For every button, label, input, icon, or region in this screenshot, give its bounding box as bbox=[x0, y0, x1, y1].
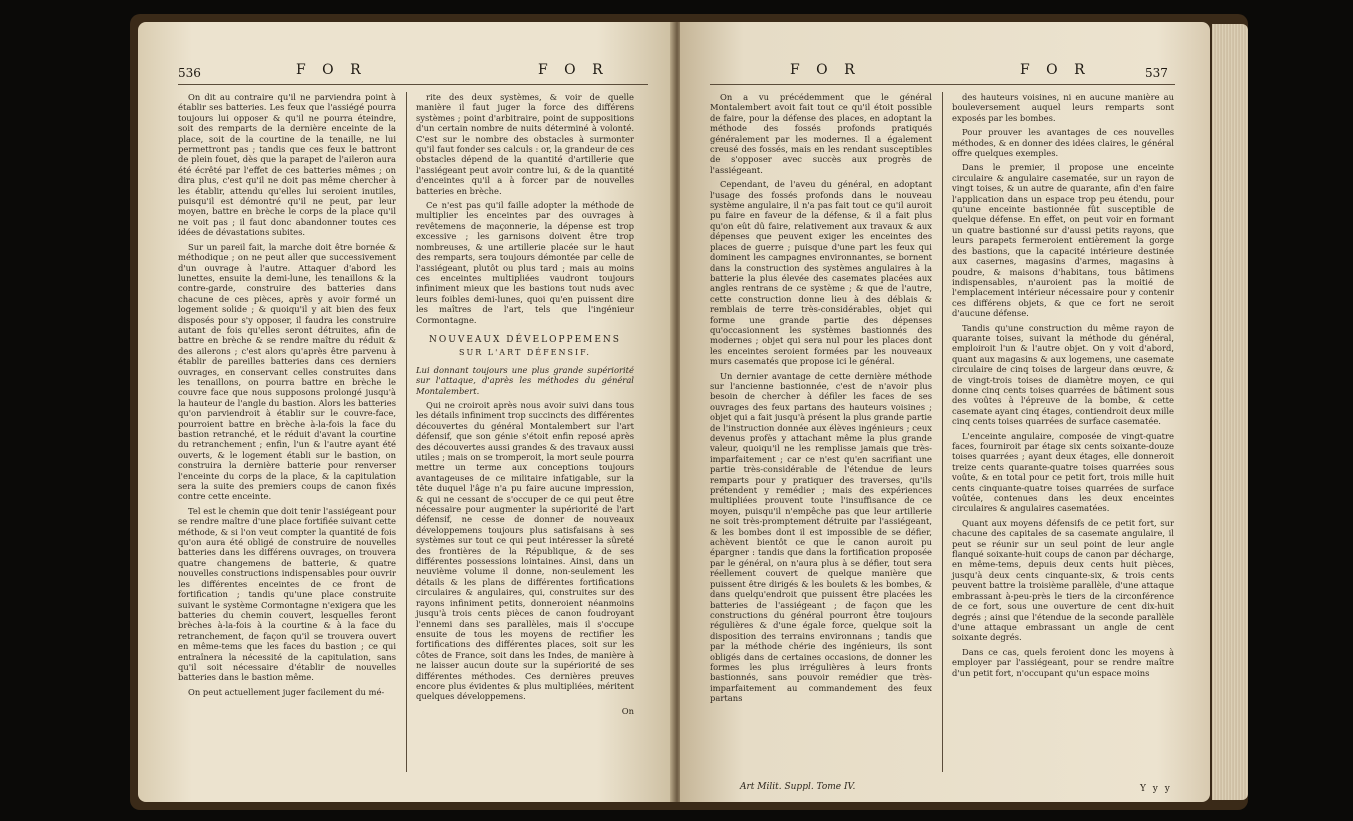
paragraph: L'enceinte angulaire, composée de vingt-quatre faces, fourniroit par étage six cents soixante-douze toises quarrées ; ayant deux étages, elle donneroit treize cents quarante-quatre toises quarrées sous voûte, & en total pour ce petit fort, trois mille huit cents cinquante-quatre toises quarrées de surface voûtée, contenues dans les deux enceintes circulaires & angulaires casematées. bbox=[952, 430, 1174, 514]
paragraph: Ce n'est pas qu'il faille adopter la méthode de multiplier les enceintes par des ouvrages à revêtemens de maçonnerie, la dépense est trop excessive ; les garnisons doivent être trop nombreuses, & une artillerie placée sur le haut des remparts, sera toujours démontée par celle de l'assiégeant, plutôt ou plus tard ; mais au moins ces enceintes multipliées vaudront toujours infiniment mieux que les bastions tout nuds avec leurs foibles demi-lunes, quoi qu'en puissent dire les maîtres de l'art, tels que l'ingénieur Cormontagne. bbox=[416, 200, 634, 325]
paragraph: des hauteurs voisines, ni en aucune manière au bouleversement auquel leurs remparts sont exposés par les bombes. bbox=[952, 92, 1174, 123]
right-running-head-1: F O R bbox=[790, 62, 861, 78]
left-page bbox=[138, 22, 678, 802]
paragraph: On peut actuellement juger facilement du mé- bbox=[188, 686, 385, 697]
right-running-head-2: F O R bbox=[1020, 62, 1091, 78]
paragraph: Dans le premier, il propose une enceinte circulaire & angulaire casematée, sur un rayon de vingt toises, & un autre de quarante, afin d'en faire l'application dans un espace trop peu étendu, pour qu'une enceinte bastionnée fût susceptible de quelque défense. En effet, on peut voir en formant un quatre bastionné sur d'aussi petits rayons, que leurs parapets fermeroient entièrement la gorge des bastions, que la capacité intérieure destinée aux casernes, magasins d'armes, magasins à poudre, & maisons d'habitans, tous bâtimens indispensables, n'auroient pas la moitié de l'emplacement intérieur nécessaire pour y contenir ces différens objets, & que ce fort ne seroit d'aucune défense. bbox=[952, 162, 1174, 319]
column-divider bbox=[406, 92, 407, 772]
right-folio: 537 bbox=[1145, 66, 1168, 80]
paragraph: rite des deux systèmes, & voir de quelle manière il faut juger la force des différens systèmes ; point d'arbitraire, point de suppositions d'un certain nombre de nuits déterminé à volonté. C'est sur le nombre des obstacles à surmonter qu'il faut fonder ses calculs : or, la grandeur de ces obstacles dépend de la quantité d'artillerie que l'assiégeant peut avoir contre lui, & de la quantité d'enceintes qu'il a à forcer par de nouvelles batteries en brèche. bbox=[416, 92, 634, 196]
right-header-rule bbox=[710, 84, 1175, 85]
left-column-2 bbox=[416, 92, 634, 720]
left-folio: 536 bbox=[178, 66, 201, 80]
catchword: On bbox=[621, 705, 634, 716]
right-column-2 bbox=[952, 92, 1174, 682]
paragraph: Qui ne croiroit après nous avoir suivi dans tous les détails infiniment trop succincts des différentes découvertes du général Montalembert sur l'art défensif, que son génie s'étoit enfin reposé après des découvertes aussi grandes & des travaux aussi utiles ; mais on se tromperoit, la mort seule pourra mettre un terme aux conceptions toujours avantageuses de ce militaire infatigable, sur la tête duquel l'âge n'a pu faire aucune impression, & qui ne cessant de s'occuper de ce qui peut être nécessaire pour augmenter la supériorité de l'art défensif, ne cesse de donner de nouveaux développemens toujours plus satisfaisans à ses systèmes sur tout ce qui peut intéresser la sûreté des frontières de la République, & de ses différentes possessions lointaines. Ainsi, dans un neuvième volume il donne, non-seulement les détails & les plans de différentes fortifications circulaires & angulaires, qui, construites sur des rayons infiniment petits, donneroient néanmoins jusqu'à trois cents pièces de canon foudroyant l'ennemi dans ses parallèles, mais il s'occupe ensuite de tous les moyens de rectifier les fortifications des différentes places, soit sur les côtes de France, soit dans les Indes, de manière à ne laisser aucun doute sur la supériorité de ses différentes méthodes. Ces dernières preuves encore plus évidentes & plus multipliées, méritent quelques développemens. bbox=[416, 399, 634, 702]
left-running-head-1: F O R bbox=[296, 62, 367, 78]
paragraph: Un dernier avantage de cette dernière méthode sur l'ancienne bastionnée, c'est de n'avoir plus besoin de chercher à défiler les faces de ses ouvrages des feux partans des hauteurs voisines ; objet qui a fait jusqu'à présent la plus grande partie de l'instruction donnée aux élèves ingénieurs ; ceux devenus profès y attachant même la plus grande valeur, quoiqu'il ne les remplisse jamais que très-imparfaitement ; car ce n'est qu'en sacrifiant une partie très-considérable de l'étendue de leurs remparts pour y pratiquer des traverses, qu'ils prétendent y remédier ; mais des expériences multipliées prouvent toute l'insuffisance de ce moyen, puisqu'il n'empêche pas que leur artillerie ne soit très-promptement détruite par l'assiégeant, & les bombes dont il est impossible de se défier, achèvent bientôt ce que le canon auroit pu épargner : tandis que dans la fortification proposée par le général, on n'aura plus à se défier, tout sera réellement couvert de quelque manière que puissent être dirigés & les boulets & les bombes, & dans quelqu'endroit que puissent être placées les batteries de l'assiégeant ; de façon que les constructions du général pourront être toujours régulières & d'une égale force, quelque soit la disposition des terrains environnans ; tandis que par la méthode chérie des ingénieurs, ils sont obligés dans de certaines occasions, de donner les formes les plus irrégulières à leurs fronts bastionnés, sans pouvoir remédier que très-imparfaitement au commandement des feux partans bbox=[710, 370, 932, 704]
paragraph: Dans ce cas, quels feroient donc les moyens à employer par l'assiégeant, pour se rendre maître d'un petit fort, n'occupant qu'un espace moins bbox=[952, 646, 1174, 678]
signature-mark: Y y y bbox=[1140, 784, 1172, 794]
column-divider bbox=[942, 92, 943, 772]
section-subheading: SUR L'ART DÉFENSIF. bbox=[459, 348, 591, 358]
right-column-1 bbox=[710, 92, 932, 708]
right-page bbox=[680, 22, 1210, 802]
paragraph: Sur un pareil fait, la marche doit être bornée & méthodique ; on ne peut aller que successivement d'un ouvrage à l'autre. Attaquer d'abord les lunettes, ensuite la demi-lune, les tenaillons & la contre-garde, construire des batteries dans chacune de ces pièces, après y avoir formé un logement solide ; & quoiqu'il y ait bien des feux disposés pour s'y opposer, il faudra les construire autant de fois qu'elles seront détruites, afin de battre en brèche & se rendre maître du réduit & des ailerons ; c'est alors qu'après être parvenu à établir de pareilles batteries dans ces derniers ouvrages, en conservant celles construites dans les tenaillons, on pourra battre en brèche le couvre face que nous supposons prolongé jusqu'à la hauteur de l'angle du bastion. Alors les batteries qu'on parviendroit à établir sur le couvre-face, pourroient battre en brèche à-la-fois la face du bastion retranché, et le réduit d'avant la courtine du retranchement ; enfin, l'un & l'autre ayant été ouverts, & le logement établi sur le bastion, on construira la dernière batterie pour renverser l'enceinte du corps de la place, & la capitulation sera la suite des premiers coups de canon fixés contre cette enceinte. bbox=[178, 241, 396, 502]
page-footer: Art Milit. Suppl. Tome IV. bbox=[740, 782, 856, 792]
paragraph: Tandis qu'une construction du même rayon de quarante toises, suivant la méthode du général, emploiroit l'un & l'autre objet. On y voit d'abord, quant aux magasins & aux logemens, une casemate circulaire de cinq toises de largeur dans œuvre, & de vingt-trois toises de diamètre moyen, ce qui donne cinq cents toises quarrées de bâtiment sous des voûtes à l'épreuve de la bombe, & cette casemate ayant cinq étages, contiendroit deux mille cinq cents toises quarrées de surface casematée. bbox=[952, 322, 1174, 427]
paragraph: Pour prouver les avantages de ces nouvelles méthodes, & en donner des idées claires, le général offre quelques exemples. bbox=[952, 127, 1174, 159]
section-summary: Lui donnant toujours une plus grande supériorité sur l'attaque, d'après les méthodes du général Montalembert. bbox=[416, 364, 634, 396]
left-header-rule bbox=[178, 84, 648, 85]
paragraph: Quant aux moyens défensifs de ce petit fort, sur chacune des capitales de sa casemate angulaire, il peut se réunir sur un seul point de leur angle flanqué soixante-huit coups de canon par décharge, en même-tems, depuis deux cents huit pièces, jusqu'à deux cents cinquante-six, & trois cents peuvent battre la troisième parallèle, d'une attaque embrassant à-peu-près le tiers de la circonférence de ce fort, sous une ouverture de cent dix-huit degrés ; ainsi que l'étendue de la seconde parallèle d'une attaque embrassant un angle de cent soixante degrés. bbox=[952, 517, 1174, 643]
paragraph: Cependant, de l'aveu du général, en adoptant l'usage des fossés profonds dans le nouveau système angulaire, il n'a pas fait tout ce qu'il auroit pu faire en faveur de la défense, & il a fait plus qu'on eût dû faire, relativement aux travaux & aux dépenses que peuvent exiger les enceintes des places de guerre ; puisque d'une part les feux qui dominent les campagnes environnantes, se bornent dans la construction des systèmes angulaires à la batterie la plus élevée des casemates placées aux angles rentrans de ce système ; & que de l'autre, cette construction donne lieu à des déblais & remblais de terre très-considérables, objet qui forme une grande partie des dépenses qu'occasionnent les systèmes bastionnés des modernes ; objet qui sera nul pour les places dont les enceintes seroient formées par les nouveaux murs casematés que propose ici le général. bbox=[710, 179, 932, 367]
paragraph: Tel est le chemin que doit tenir l'assiégeant pour se rendre maître d'une place fortifiée suivant cette méthode, & si l'on veut compter la quantité de fois qu'on aura été obligé de construire de nouvelles batteries dans les différens ouvrages, on trouvera quatre changemens de batterie, & quatre nouvelles constructions indispensables pour ouvrir les différentes enceintes de ce front de fortification ; tandis qu'une place construite suivant le système Cormontagne n'exigera que les batteries du chemin couvert, lesquelles feront brèches à-la-fois à la courtine & à la face du retranchement, de façon qu'il se trouvera ouvert en même-tems que les faces du bastion ; ce qui entraînera la nécessité de la capitulation, sans qu'il soit nécessaire d'établir de nouvelles batteries dans le bastion même. bbox=[178, 505, 396, 683]
left-column-1 bbox=[178, 92, 396, 701]
paragraph: On dit au contraire qu'il ne parviendra point à établir ses batteries. Les feux que l'assiégé pourra toujours lui opposer & qu'il ne pourra éteindre, soit des remparts de la dernière enceinte de la place, soit de la courtine de la tenaille, ne lui permettront pas ; tandis que ces feux le battront de plein fouet, dès que la parapet de l'aileron aura été écrêté par l'effet de ces batteries mêmes ; on dira plus, c'est qu'il ne doit pas même chercher à les établir, attendu qu'elles lui seroient inutiles, puisqu'il est démontré qu'il ne peut, par leur moyen, battre en brèche le corps de la place qu'il ne voit pas ; il faut donc abandonner toutes ces idées de dévastations subites. bbox=[178, 92, 396, 238]
page-edges bbox=[1212, 24, 1248, 800]
section-heading: NOUVEAUX DÉVELOPPEMENS bbox=[429, 334, 621, 345]
book bbox=[130, 14, 1248, 810]
paragraph: On a vu précédemment que le général Montalembert avoit fait tout ce qu'il étoit possible de faire, pour la défense des places, en adoptant la méthode des fossés profonds pratiqués généralement par les modernes. Il a également creusé des fossés, mais en les rendant susceptibles de s'opposer avec succès aux progrès de l'assiégeant. bbox=[710, 92, 932, 175]
left-running-head-2: F O R bbox=[538, 62, 609, 78]
